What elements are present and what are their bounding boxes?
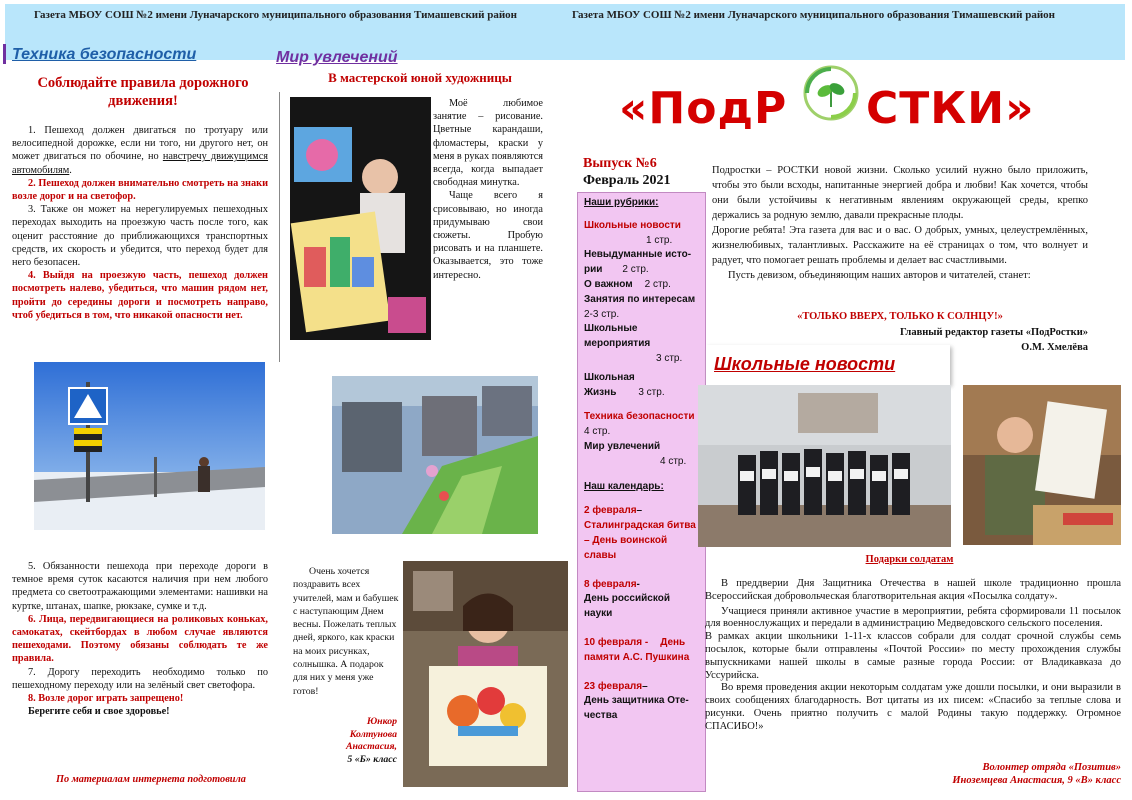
hobby-heading: В мастерской юной художницы <box>328 70 512 85</box>
cal-event-1b: – День воинской <box>584 534 668 546</box>
hobby-paragraph-2: Чаще всего я срисовываю, но иногда придумываю свои сюжеты. Пробую рисовать и на планшете. Оказывается, это тоже интересно. <box>433 190 543 281</box>
cal-event-2a: День российской <box>584 593 670 605</box>
hobby-section-title: Мир увлечений <box>276 49 398 66</box>
editorial-sign-role: Главный редактор газеты «ПодРостки» <box>899 327 1088 338</box>
issue-date: Февраль 2021 <box>583 173 671 188</box>
hobby-signature <box>300 716 397 766</box>
volunteers-group-photo <box>698 385 951 547</box>
rule-4: 4. Выйдя на проезжую часть, пешеход должен посмотреть налево, убедиться, что машин рядом нет, пройти до середины дороги и посмотреть направо, чтоб убедиться в том, что никакой опасности нет. <box>12 270 268 321</box>
logo-left-text: «ПодР <box>619 83 788 134</box>
sprout-emblem-icon <box>801 63 861 123</box>
rubrics-title: Наши рубрики: <box>584 197 659 208</box>
rubric-safety: Техника безопасности <box>584 411 695 423</box>
cal-event-2b: науки <box>584 608 613 620</box>
news-paragraph-4: Во время проведения акции некоторым солдатам уже дошли посылки, и они выразили в своих сообщениях благодарность. Вот цитаты из их писем: «Спасибо за теплые слова и рисунки. Очень приятно получить с малой Родины такую поддержку. Огромное СПАСИБО!» <box>705 682 1121 732</box>
rubric-school-life: Школьная <box>584 371 635 383</box>
rule-9: Берегите себя и свое здоровье! <box>28 706 170 718</box>
hobby-text-1 <box>433 97 543 282</box>
cal-date-3: 10 февраля - <box>584 636 649 648</box>
sig-line-2: Колтунова <box>349 728 397 740</box>
rule-3: 3. Также он может на нерегулируемых пешеходных переходах выходить на проезжую часть после того, как оценит расстояние до приближающихся транспортных средств, их скорость и убедится, что переход будет для него безопасен. <box>12 204 268 269</box>
editorial-sign-name: О.М. Хмелёва <box>1021 342 1088 353</box>
rubric-interests-page: 2-3 стр. <box>584 308 620 320</box>
sig-line-4: 5 «Б» класс <box>347 753 397 765</box>
rule-6: 6. Лица, передвигающиеся на роликовых коньках, самокатах, скейтбордах в любом случае являются пешеходами. Поэтому обязаны соблюдать те же правила. <box>12 613 268 665</box>
hobby-text-2 <box>293 565 399 698</box>
rubric-events: Школьные <box>584 323 638 335</box>
rubric-hobby: Мир увлечений <box>584 440 661 452</box>
rubric-school-life-page: 3 стр. <box>638 386 665 398</box>
news-paragraph-1: В преддверии Дня Защитника Отечества в нашей школе традиционно прошла Всероссийская добровольческая благотворительная акция «Посылка солдату». <box>705 578 1121 602</box>
safety-footer: По материалам интернета подготовила <box>56 774 246 785</box>
rubric-stories: Невыдуманные исто- <box>584 249 692 261</box>
news-sign-line-1: Волонтер отряда «Позитив» <box>982 762 1121 773</box>
girl-with-picture-photo <box>403 561 568 787</box>
rubric-hobby-page: 4 стр. <box>660 455 687 467</box>
rule-2: 2. Пешеход должен внимательно смотреть на знаки возле дорог и на светофор. <box>12 177 268 203</box>
rule-1: 1. Пешеход должен двигаться по тротуару или велосипедной дорожке, если ни того, ни другого нет, он может двигаться по обочине, но навстречу движущимся автомобилям. <box>12 125 269 176</box>
sig-line-3: Анастасия, <box>345 741 397 752</box>
news-paragraph-3: В рамках акции школьники 1-11-х классов собрали для солдат срочной службы семь посылок, которые были отправлены «Почтой России» по месту прохождения службы выпускниками нашей школы в самые разные города России: от Владикавказа до Уссурийска. <box>705 631 1121 681</box>
rubric-safety-page: 4 стр. <box>584 426 611 438</box>
header-text-left: Газета МБОУ СОШ №2 имени Луначарского муниципального образования Тимашевский район <box>34 9 518 21</box>
hobby-paragraph-1: Моё любимое занятие – рисование. Цветные карандаши, фломастеры, краски у меня в руках появляются всегда, когда выпадает свободная минутка. <box>433 98 543 189</box>
issue-number: Выпуск №6 <box>583 156 657 171</box>
cal-event-4a: День защитника Оте- <box>584 695 689 707</box>
safety-heading: Соблюдайте правила дорожного движения! <box>37 75 249 109</box>
rule-7: 7. Дорогу переходить необходимо только по пешеходному переходу или на зелёный свет светофора. <box>12 666 268 691</box>
cal-date-1: 2 февраля <box>584 505 637 517</box>
painting-photo <box>332 376 538 534</box>
contents-sidebar <box>577 192 706 792</box>
rubric-events-cont: мероприятия <box>584 338 651 350</box>
safety-section-title: Техника безопасности <box>12 46 197 63</box>
rubric-important: О важном <box>584 278 633 290</box>
news-sign-line-2: Иноземцева Анастасия, 9 «В» класс <box>952 774 1121 786</box>
cal-event-3x: День <box>660 636 686 648</box>
rule-5: 5. Обязанности пешехода при переходе дороги в темное время суток касаются наличия при нем любого предмета со светоотражающими элементами: нашивки на куртке, штанах, шапке, рюкзаке, сумке и т.д. <box>12 561 268 612</box>
sidebar-content: Наши рубрики: Школьные новости 1 стр. Невыдуманные исто- рии 2 стр. О важном 2 стр. Занятия по интересам 2-3 стр. Школьные мероприятия 3 стр. Школьная Жизнь 3 стр. Техника безопасности 4 стр. Мир увлечений 4 стр. Наш календарь: 2 февраля– Сталинградская битва – День воинской славы 8 февраля- День российской науки 10 февраля - День памяти А.С. Пушкина 23 февраля– День защитника Оте- чества <box>578 193 705 724</box>
news-photo-caption: Подарки солдатам <box>865 554 954 565</box>
hobby-paragraph-3: Очень хочется поздравить всех учителей, мам и бабушек с наступающим Днем весны. Пожелать теплых дней, яркого, как краски на моих рисунках, солнышка. А подарок для них у меня уже готов! <box>293 566 399 697</box>
editorial-paragraph-1: Подростки – РОСТКИ новой жизни. Сколько усилий нужно было приложить, чтобы это были всходы, напитанные энергией добра и любви! Как хочется, чтобы они были устойчивы к негативным явлениям окружающей среды, крепко держались за родную землю, давали прекрасные плоды. <box>712 165 1088 221</box>
safety-rules-top <box>12 124 268 322</box>
editorial-paragraph-2: Дорогие ребята! Эта газета для вас и о вас. О добрых, умных, целеустремлённых, жизнелюбивых, талантливых. Расскажите на её страницах о том, что волнует и радует, что помогает решать проблемы и делает вас счастливыми. <box>712 225 1088 266</box>
column-divider <box>279 92 280 362</box>
safety-rules-bottom <box>12 560 268 718</box>
cal-date-4: 23 февраля <box>584 680 643 692</box>
cal-event-4b: чества <box>584 710 618 722</box>
editorial-text <box>712 163 1088 283</box>
rubric-school-life-cont: Жизнь <box>584 386 617 398</box>
accent-bar <box>3 44 6 64</box>
logo-right-text: СТКИ» <box>866 83 1035 134</box>
cal-date-2: 8 февраля <box>584 578 637 590</box>
calendar-title: Наш календарь: <box>584 480 664 492</box>
news-section-title: Школьные новости <box>714 354 896 374</box>
editorial-paragraph-3: Пусть девизом, объединяющим наших авторов и читателей, станет: <box>728 270 1031 281</box>
rubric-stories-cont: рии <box>584 264 603 276</box>
news-signature <box>705 762 1121 788</box>
rubric-events-page: 3 стр. <box>656 352 683 364</box>
news-text <box>705 578 1121 734</box>
cal-event-1a: Сталинградская битва <box>584 520 696 532</box>
sig-line-1: Юнкор <box>366 716 397 727</box>
news-paragraph-2: Учащиеся приняли активное участие в мероприятии, ребята сформировали 11 посылок для военнослужащих и передали в администрацию Медведовского сельского поселения. <box>705 605 1121 630</box>
header-text-right: Газета МБОУ СОШ №2 имени Луначарского муниципального образования Тимашевский район <box>572 9 1056 21</box>
rubric-school-news-page: 1 стр. <box>646 234 673 246</box>
rubric-important-page: 2 стр. <box>644 278 671 290</box>
rubric-school-news: Школьные новости <box>584 219 681 231</box>
girl-drawing-photo <box>290 97 431 340</box>
rubric-stories-page: 2 стр. <box>622 264 649 276</box>
cal-event-3a: памяти А.С. Пушкина <box>584 651 690 663</box>
soldier-photo <box>963 385 1121 545</box>
rule-8: 8. Возле дорог играть запрещено! <box>28 693 184 705</box>
crosswalk-photo <box>34 362 265 530</box>
rubric-interests: Занятия по интересам <box>584 293 696 305</box>
cal-event-1c: славы <box>584 549 617 561</box>
editorial-motto: «ТОЛЬКО ВВЕРХ, ТОЛЬКО К СОЛНЦУ!» <box>797 311 1003 322</box>
